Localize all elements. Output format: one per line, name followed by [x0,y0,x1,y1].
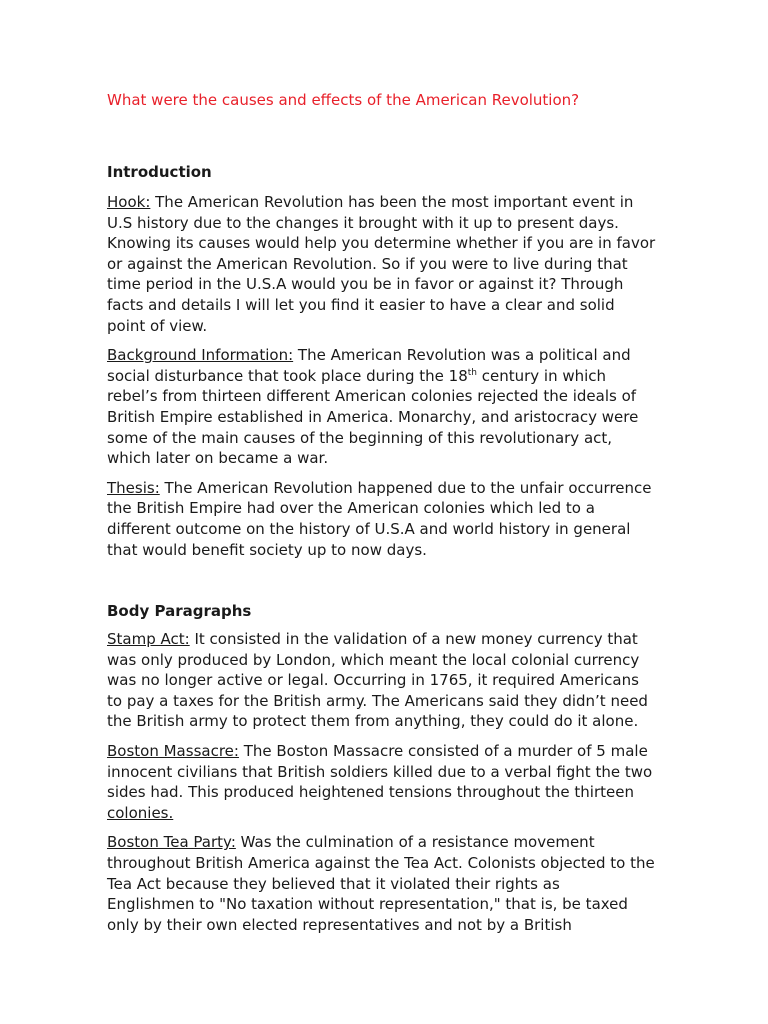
boston-massacre-line-1: innocent civilians that British soldiers killed due to a verbal fight the two [107,762,653,781]
background-line-3: British Empire established in America. Monarchy, and aristocracy were [107,407,639,426]
hook-line-5: facts and details I will let you find it easier to have a clear and solid [107,295,615,314]
thesis-label: Thesis: [107,478,160,497]
thesis-line-2: different outcome on the history of U.S.A and world history in general [107,519,631,538]
thesis-line-3: that would benefit society up to now days. [107,540,427,559]
boston-tea-party-label: Boston Tea Party: [107,833,236,852]
background-line-2: rebel’s from thirteen different American colonies rejected the ideals of [107,387,637,406]
boston-tea-party-line-4: only by their own elected representatives and not by a British [107,915,572,934]
hook-line-0: Hook: The American Revolution has been the most important event in [107,193,634,211]
thesis-paragraph [107,478,667,560]
boston-massacre-line-3: colonies. [107,803,174,822]
hook-line-1: U.S history due to the changes it brought with it up to present days. [107,213,619,232]
hook-paragraph [107,192,667,336]
document-page [107,90,667,935]
stamp-act-label: Stamp Act: [107,630,190,649]
boston-massacre-line-0: Boston Massacre: The Boston Massacre consisted of a murder of 5 male [107,742,648,761]
boston-tea-party-line-1: throughout British America against the Tea Act. Colonists objected to the [107,854,655,873]
introduction-heading: Introduction [107,163,212,181]
background-line-5: which later on became a war. [107,449,329,468]
boston-tea-party-line-0: Boston Tea Party: Was the culmination of a resistance movement [107,833,595,852]
stamp-act-line-2: was no longer active or legal. Occurring in 1765, it required Americans [107,671,639,690]
hook-line-3: or against the American Revolution. So if you were to live during that [107,254,628,273]
ordinal-superscript: th [467,367,477,378]
stamp-act-line-3: to pay a taxes for the British army. The Americans said they didn’t need [107,691,648,710]
stamp-act-line-1: was only produced by London, which meant the local colonial currency [107,650,640,669]
background-line-4: some of the main causes of the beginning of this revolutionary act, [107,428,613,447]
boston-massacre-label: Boston Massacre: [107,742,239,761]
stamp-act-line-4: the British army to protect them from anything, they could do it alone. [107,712,639,731]
boston-massacre-line-2: sides had. This produced heightened tensions throughout the thirteen [107,783,634,802]
thesis-line-1: the British Empire had over the American colonies which led to a [107,499,595,518]
hook-line-6: point of view. [107,316,208,335]
hook-line-4: time period in the U.S.A would you be in favor or against it? Through [107,275,624,294]
background-line-1: social disturbance that took place during the 18th century in which [107,366,607,385]
background-line-0: Background Information: The American Revolution was a political and [107,346,631,365]
hook-line-2: Knowing its causes would help you determine whether if you are in favor [107,234,656,253]
background-label: Background Information: [107,346,294,365]
body-paragraphs-heading: Body Paragraphs [107,602,252,621]
background-paragraph [107,345,667,469]
boston-massacre-paragraph [107,741,667,823]
thesis-line-0: Thesis: The American Revolution happened due to the unfair occurrence [107,478,652,497]
boston-tea-party-line-2: Tea Act because they believed that it violated their rights as [107,874,560,893]
boston-tea-party-paragraph [107,832,667,935]
hook-label: Hook: [107,193,151,211]
document-title: What were the causes and effects of the American Revolution? [107,91,580,109]
boston-tea-party-line-3: Englishmen to "No taxation without representation," that is, be taxed [107,895,628,914]
stamp-act-line-0: Stamp Act: It consisted in the validation of a new money currency that [107,630,638,649]
stamp-act-paragraph [107,629,667,732]
